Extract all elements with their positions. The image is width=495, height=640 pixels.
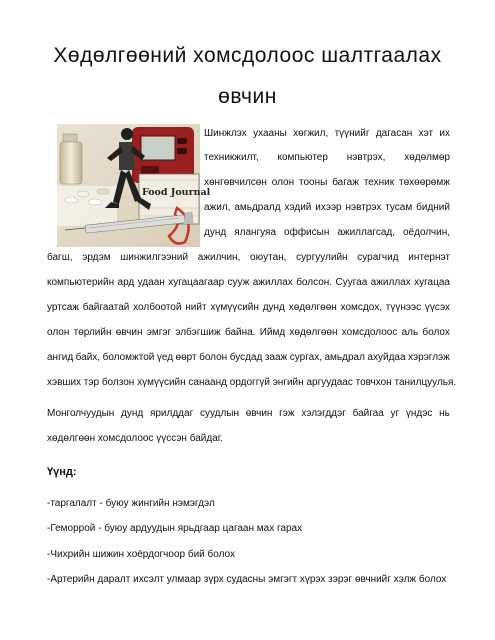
- paragraph-line-last: хэвших тэр болзон хүмүүсийн санаанд ордоггүй энгийн аргуудаас товчхон танилцуулья.: [47, 377, 457, 388]
- list-item: -Артерийн даралт ихсэлт улмаар зүрх судасны эмгэгт хүрэх зэрэг өвчнийг хэлж болох: [47, 574, 447, 585]
- list-item: -таргалалт - буюу жингийн нэмэгдэл: [47, 498, 215, 509]
- page-title-continued: өвчин: [218, 85, 277, 108]
- list-item: -Чихрийн шижин хоёрдогчоор бий болох: [47, 549, 236, 560]
- paragraph-line: хөнгөвчилсөн олон тооны багаж техник төхөөрөмж: [204, 177, 450, 188]
- paragraph-line: Шинжлэх ухааны хөгжил, түүнийг дагасан хэт их: [204, 128, 450, 139]
- paragraph-line-last: хөдөлгөөн хомсдолоос үүссэн байдаг.: [47, 433, 223, 444]
- page-title: Хөдөлгөөний хомсдолоос шалтгаалах: [53, 44, 442, 67]
- list-item: -Геморрой - буюу ардуудын ярьдгаар цагаан мах гарах: [47, 523, 303, 534]
- section-heading: Үүнд:: [47, 466, 77, 478]
- paragraph-line: ангид байх, боломжтой үед өөрт болон бусдад зааж сургах, амьдрал ахуйдаа хэрэглэж: [47, 352, 450, 363]
- paragraph-line: уртсаж байгаатай холбоотой нийт хүмүүсийн дунд хөдөлгөөн хомсдох, түүнээс үүсэх: [47, 302, 450, 313]
- paragraph-line: олон төрлийн өвчин эмгэг элбэгшиж байна. Иймд хөдөлгөөн хомсдолоос аль болох: [47, 327, 450, 338]
- paragraph-line: техникжилт, компьютер нэвтрэх, хөдөлмөр: [204, 152, 450, 163]
- food-journal-label: Food Journal: [142, 187, 211, 198]
- paragraph-line: Монголчуудын дунд ярилддаг суудлын өвчин гэж хэлэгддэг байгаа уг үндэс нь: [47, 408, 450, 419]
- medical-collage-image: [57, 124, 211, 247]
- paragraph-line: дунд ялангуяа оффисын ажиллагсад, оёдолчин,: [204, 227, 450, 238]
- paragraph-line: багш, эрдэм шинжилгээний ажилчин, оюутан, сургуулийн сурагчид интернэт: [47, 252, 450, 263]
- paragraph-line: ажил, амьдралд хэдий ихээр нэвтрэх тусам бидний: [204, 202, 450, 213]
- paragraph-line: компьютерийн ард удаан хугацаагаар сууж ажиллах болсон. Суугаа ажиллах хугацаа: [47, 277, 450, 288]
